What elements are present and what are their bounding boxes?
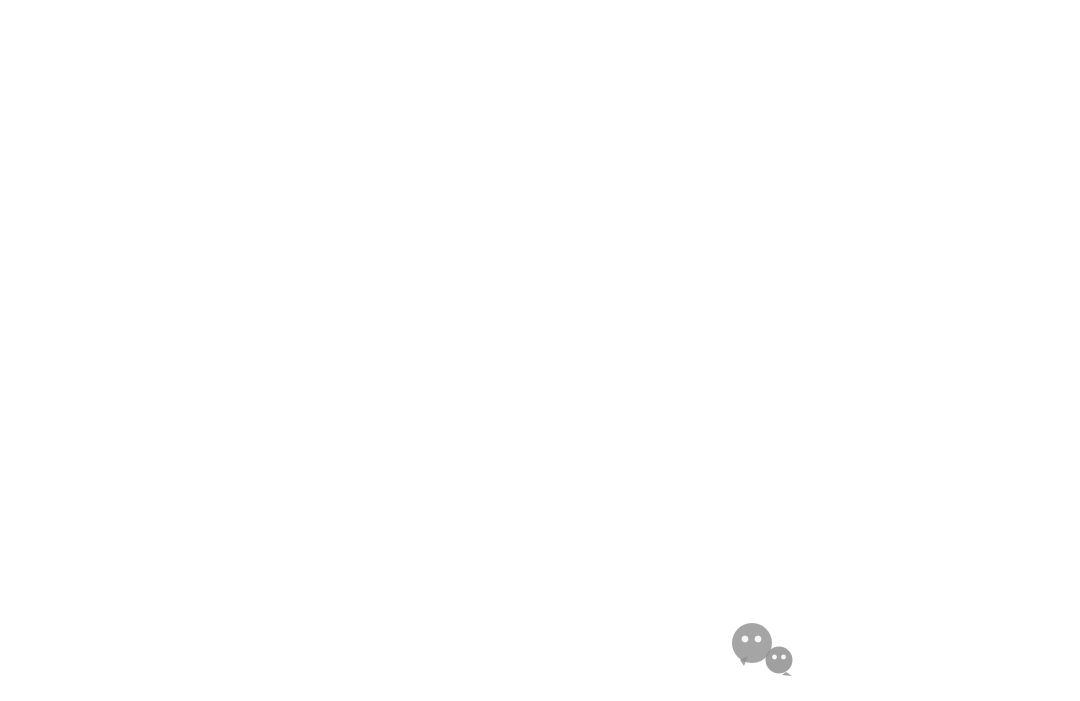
world-map-inset [610, 50, 802, 178]
timeseries-chart [432, 46, 618, 180]
watermark [726, 622, 806, 678]
scatter-plot [82, 178, 530, 630]
wechat-icon [726, 622, 798, 678]
